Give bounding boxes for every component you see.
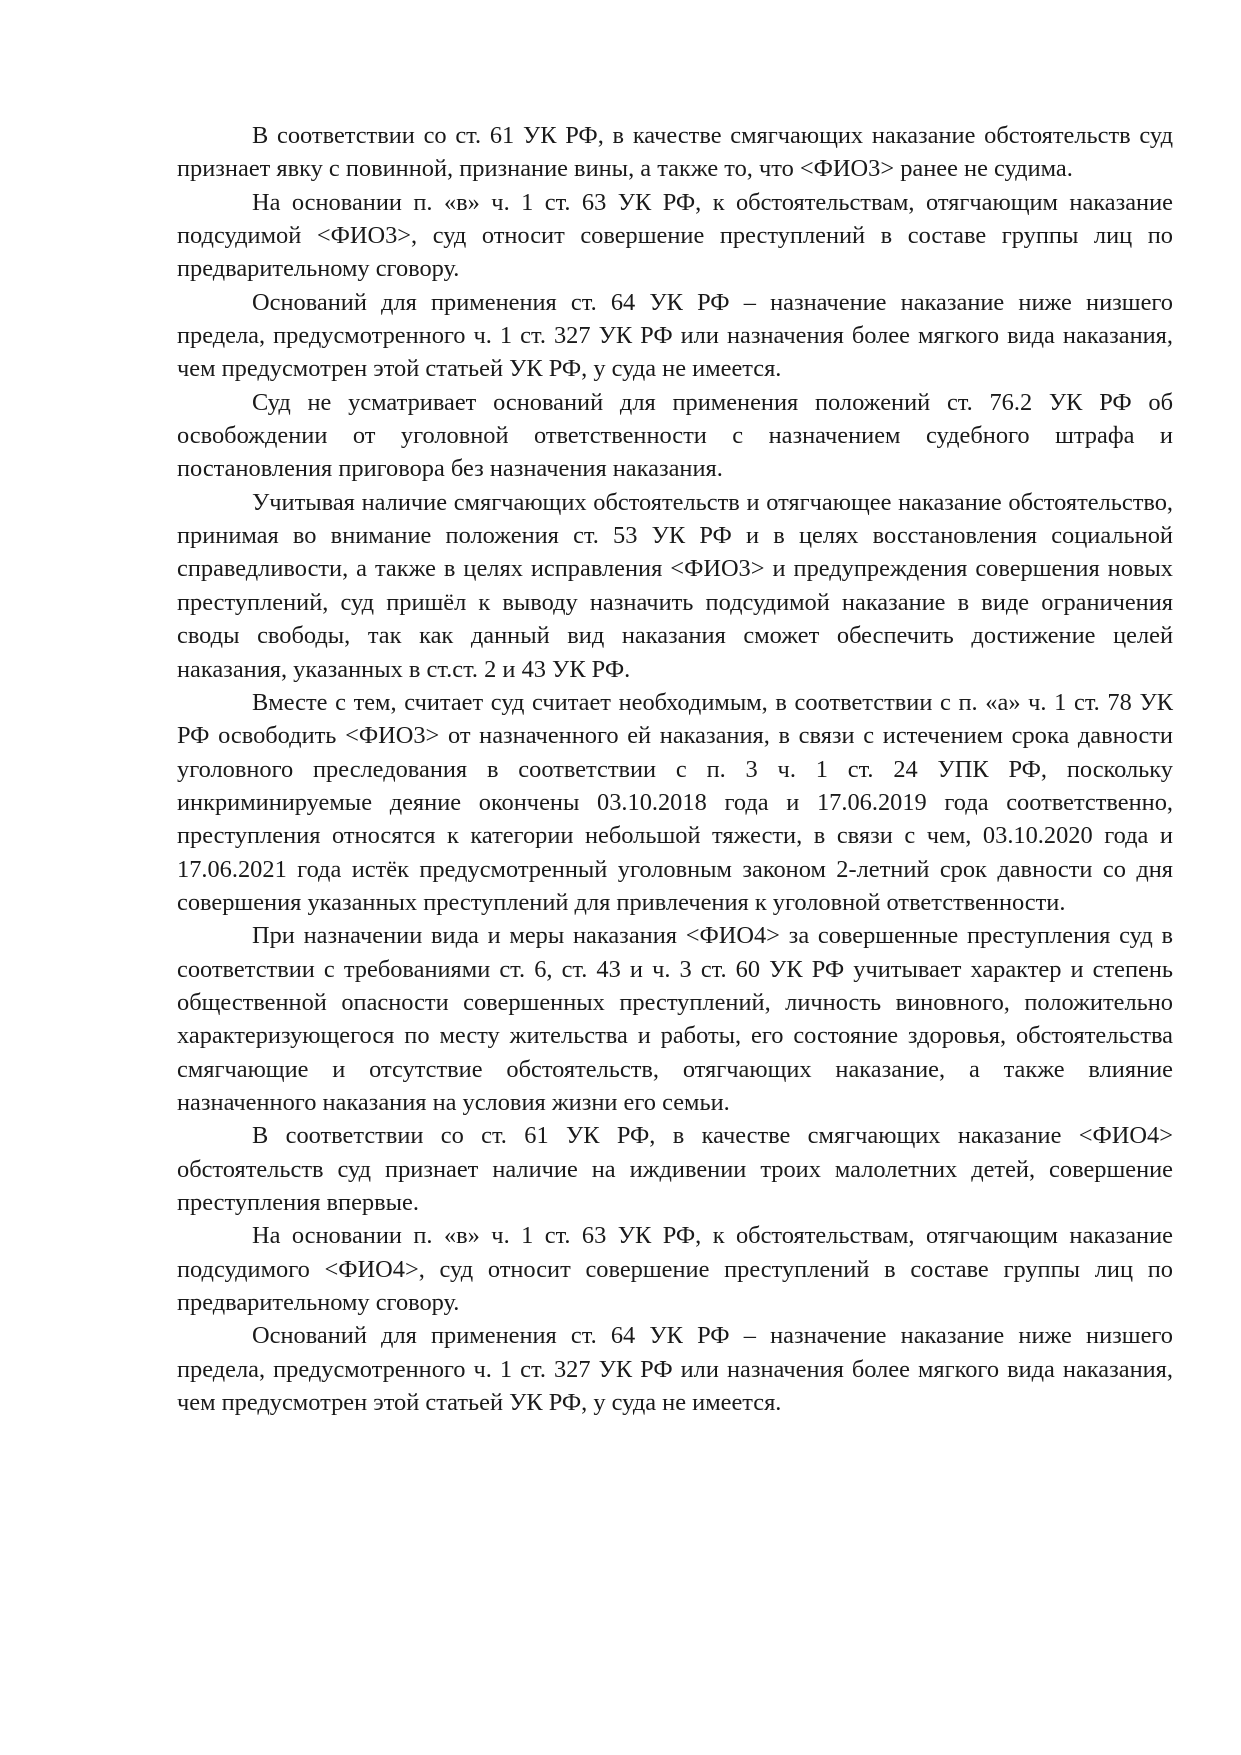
paragraph-art76-2: Суд не усматривает оснований для применения положений ст. 76.2 УК РФ об освобождении от уголовной ответственности с назначением судебного штрафа и постановления приговора без назначения наказания. [177,388,1173,483]
paragraph-limitation-release-fio3: Вместе с тем, считает суд считает необходимым, в соответствии с п. «а» ч. 1 ст. 78 УК РФ освободить <ФИО3> от назначенного ей наказания, в связи с истечением срока давности уголовного преследования в соответствии с п. 3 ч. 1 ст. 24 УПК РФ, поскольку инкриминируемые деяние окончены 03.10.2018 года и 17.06.2019 года соответственно, преступления относятся к категории небольшой тяжести, в связи с чем, 03.10.2020 года и 17.06.2021 года истёк предусмотренный уголовным законом 2-летний срок давности со дня совершения указанных преступлений для привлечения к уголовной ответственности. [177,688,1173,916]
paragraph-art64-fio4: Оснований для применения ст. 64 УК РФ – назначение наказание ниже низшего предела, предусмотренного ч. 1 ст. 327 УК РФ или назначения более мягкого вида наказания, чем предусмотрен этой статьей УК РФ, у суда не имеется. [177,1322,1173,1417]
document-body [177,119,1173,1419]
paragraph-punishment-fio3: Учитывая наличие смягчающих обстоятельств и отягчающее наказание обстоятельство, принимая во внимание положения ст. 53 УК РФ и в целях восстановления социальной справедливости, а также в целях исправления <ФИО3> и предупреждения совершения новых преступлений, суд пришёл к выводу назначить подсудимой наказание в виде ограничения своды свободы, так как данный вид наказания сможет обеспечить достижение целей наказания, указанных в ст.ст. 2 и 43 УК РФ. [177,488,1173,683]
paragraph-sentencing-fio4: При назначении вида и меры наказания <ФИО4> за совершенные преступления суд в соответствии с требованиями ст. 6, ст. 43 и ч. 3 ст. 60 УК РФ учитывает характер и степень общественной опасности совершенных преступлений, личность виновного, положительно характеризующегося по месту жительства и работы, его состояние здоровья, обстоятельства смягчающие и отсутствие обстоятельств, отягчающих наказание, а также влияние назначенного наказания на условия жизни его семьи. [177,922,1173,1116]
paragraph-aggravating-fio3: На основании п. «в» ч. 1 ст. 63 УК РФ, к обстоятельствам, отягчающим наказание подсудимой <ФИО3>, суд относит совершение преступлений в составе группы лиц по предварительному сговору. [177,188,1173,283]
paragraph-art64-fio3: Оснований для применения ст. 64 УК РФ – назначение наказание ниже низшего предела, предусмотренного ч. 1 ст. 327 УК РФ или назначения более мягкого вида наказания, чем предусмотрен этой статьей УК РФ, у суда не имеется. [177,288,1173,383]
paragraph-mitigating-fio4: В соответствии со ст. 61 УК РФ, в качестве смягчающих наказание <ФИО4> обстоятельств суд признает наличие на иждивении троих малолетних детей, совершение преступления впервые. [177,1122,1173,1216]
paragraph-mitigating-fio3: В соответствии со ст. 61 УК РФ, в качестве смягчающих наказание обстоятельств суд признает явку с повинной, признание вины, а также то, что <ФИО3> ранее не судима. [177,122,1173,183]
paragraph-aggravating-fio4: На основании п. «в» ч. 1 ст. 63 УК РФ, к обстоятельствам, отягчающим наказание подсудимого <ФИО4>, суд относит совершение преступлений в составе группы лиц по предварительному сговору. [177,1222,1173,1317]
